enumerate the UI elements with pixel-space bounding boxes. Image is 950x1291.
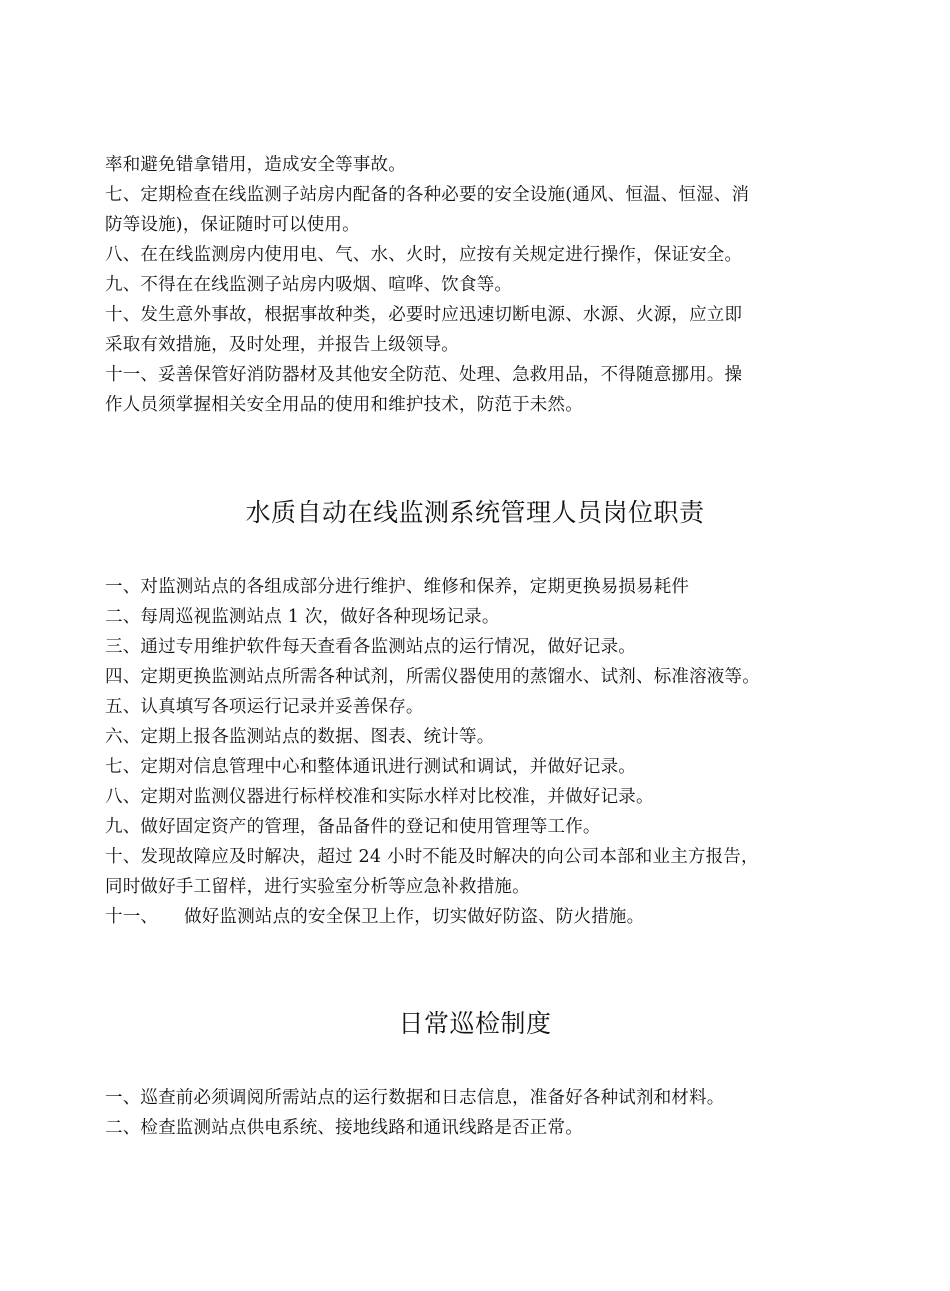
paragraph-line: 七、定期检查在线监测子站房内配备的各种必要的安全设施(通风、恒温、恒湿、消 [105, 185, 750, 205]
list-item-last [105, 902, 850, 932]
list-item-text: 做好监测站点的安全保卫上作，切实做好防盗、防火措施。 [184, 907, 645, 927]
list-item: 一、巡查前必须调阅所需站点的运行数据和日志信息，准备好各种试剂和材料。 [105, 1088, 725, 1108]
list-item-number: 十一、 [105, 907, 159, 927]
list-item: 三、通过专用维护软件每天查看各监测站点的运行情况，做好记录。 [105, 637, 636, 657]
safety-rules-continued [105, 150, 850, 420]
paragraph-line: 率和避免错拿错用，造成安全等事故。 [105, 155, 406, 175]
paragraph-line: 八、在在线监测房内使用电、气、水、火时，应按有关规定进行操作，保证安全。 [105, 245, 743, 265]
list-item: 四、定期更换监测站点所需各种试剂，所需仪器使用的蒸馏水、试剂、标准溶液等。 [105, 667, 760, 687]
duties-list [105, 572, 850, 932]
paragraph-line: 作人员须掌握相关安全用品的使用和维护技术，防范于未然。 [105, 395, 583, 415]
list-item: 八、定期对监测仪器进行标样校准和实际水样对比校准，并做好记录。 [105, 787, 654, 807]
list-item: 六、定期上报各监测站点的数据、图表、统计等。 [105, 727, 495, 747]
paragraph-line: 九、不得在在线监测子站房内吸烟、喧哗、饮食等。 [105, 275, 513, 295]
list-item: 十、发现故障应及时解决，超过 24 小时不能及时解决的向公司本部和业主方报告， [105, 847, 759, 867]
paragraph-line: 采取有效措施，及时处理，并报告上级领导。 [105, 335, 459, 355]
list-item: 九、做好固定资产的管理，备品备件的登记和使用管理等工作。 [105, 817, 601, 837]
list-item: 一、对监测站点的各组成部分进行维护、维修和保养，定期更换易损易耗件 [105, 577, 690, 597]
list-item: 二、每周巡视监测站点 1 次，做好各种现场记录。 [105, 607, 500, 627]
section-heading-inspection: 日常巡检制度 [398, 1009, 552, 1038]
paragraph-line: 十一、妥善保管好消防器材及其他安全防范、处理、急救用品，不得随意挪用。操 [105, 365, 743, 385]
section-heading-duties: 水质自动在线监测系统管理人员岗位职责 [245, 498, 705, 527]
list-item: 二、检查监测站点供电系统、接地线路和通讯线路是否正常。 [105, 1118, 583, 1138]
list-item: 五、认真填写各项运行记录并妥善保存。 [105, 697, 424, 717]
list-item-continuation: 同时做好手工留样，进行实验室分析等应急补救措施。 [105, 877, 530, 897]
inspection-list [105, 1083, 850, 1143]
paragraph-line: 防等设施)，保证随时可以使用。 [105, 215, 360, 235]
list-item: 七、定期对信息管理中心和整体通讯进行测试和调试，并做好记录。 [105, 757, 636, 777]
paragraph-line: 十、发生意外事故，根据事故种类，必要时应迅速切断电源、水源、火源，应立即 [105, 305, 743, 325]
